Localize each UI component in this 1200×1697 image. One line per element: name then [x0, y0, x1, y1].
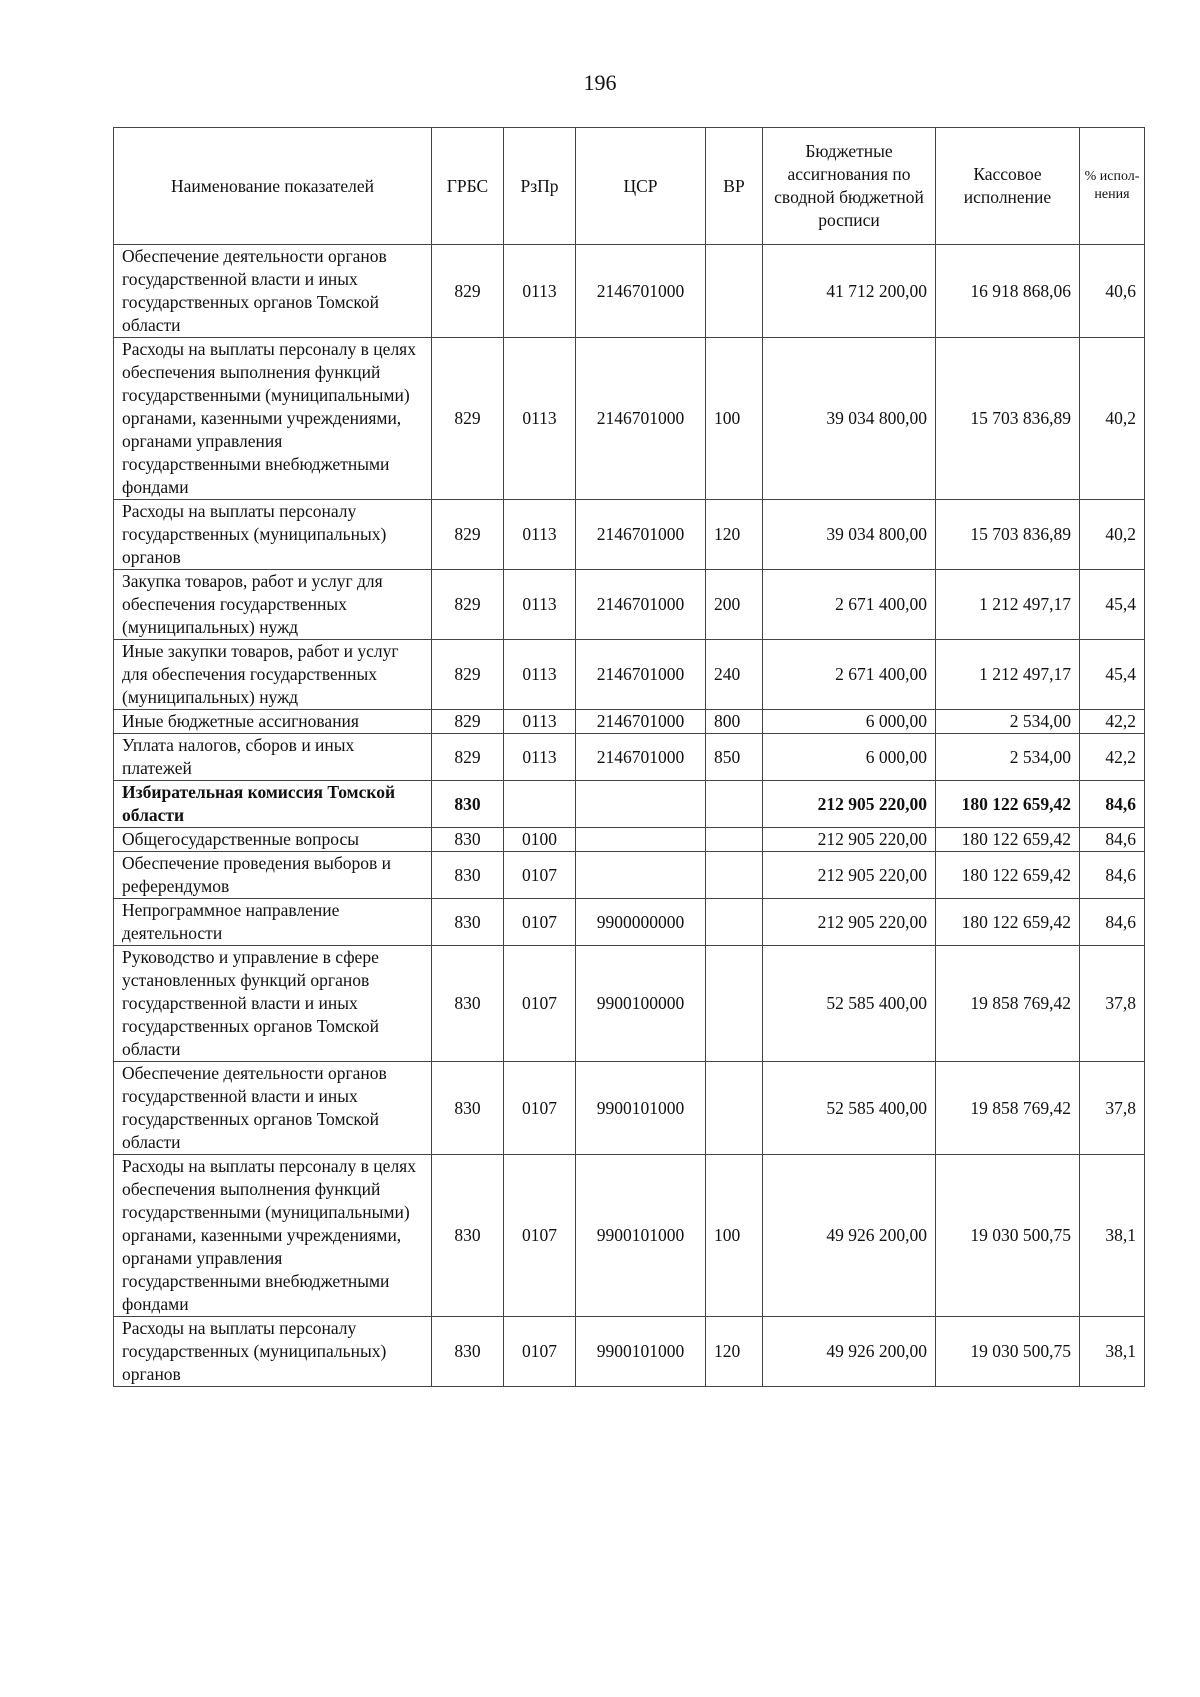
cell-rzpr: 0107 [504, 946, 576, 1062]
cell-assignments: 212 905 220,00 [763, 828, 936, 852]
cell-execution-percent: 42,2 [1080, 734, 1145, 781]
table-body [114, 245, 1145, 1387]
table-row [114, 852, 1145, 899]
cell-vr: 200 [706, 570, 763, 640]
cell-cash-execution: 16 918 868,06 [936, 245, 1080, 338]
cell-rzpr: 0107 [504, 1062, 576, 1155]
cell-grbs: 829 [432, 710, 504, 734]
cell-execution-percent: 40,2 [1080, 338, 1145, 500]
header-name: Наименование показателей [114, 128, 432, 245]
cell-execution-percent: 37,8 [1080, 1062, 1145, 1155]
cell-vr [706, 899, 763, 946]
cell-vr [706, 828, 763, 852]
cell-csr: 2146701000 [576, 570, 706, 640]
cell-vr: 800 [706, 710, 763, 734]
cell-execution-percent: 45,4 [1080, 570, 1145, 640]
cell-assignments: 49 926 200,00 [763, 1317, 936, 1387]
cell-execution-percent: 84,6 [1080, 781, 1145, 828]
cell-assignments: 49 926 200,00 [763, 1155, 936, 1317]
cell-execution-percent: 38,1 [1080, 1317, 1145, 1387]
cell-name: Расходы на выплаты персоналу в целях обеспечения выполнения функций государственными (муниципальными) органами, казенными учреждениями, органами управления государственными внебюджетными фондами [114, 1155, 432, 1317]
cell-grbs: 830 [432, 781, 504, 828]
cell-name: Расходы на выплаты персоналу государственных (муниципальных) органов [114, 1317, 432, 1387]
cell-execution-percent: 40,6 [1080, 245, 1145, 338]
cell-cash-execution: 180 122 659,42 [936, 828, 1080, 852]
cell-grbs: 830 [432, 899, 504, 946]
cell-vr: 850 [706, 734, 763, 781]
cell-vr: 240 [706, 640, 763, 710]
cell-name: Расходы на выплаты персоналу в целях обеспечения выполнения функций государственными (муниципальными) органами, казенными учреждениями, органами управления государственными внебюджетными фондами [114, 338, 432, 500]
cell-cash-execution: 180 122 659,42 [936, 852, 1080, 899]
cell-csr [576, 828, 706, 852]
cell-assignments: 6 000,00 [763, 710, 936, 734]
table-row [114, 338, 1145, 500]
header-rzpr: РзПр [504, 128, 576, 245]
cell-csr: 9900101000 [576, 1317, 706, 1387]
cell-execution-percent: 40,2 [1080, 500, 1145, 570]
cell-grbs: 830 [432, 1317, 504, 1387]
cell-rzpr: 0113 [504, 734, 576, 781]
cell-grbs: 829 [432, 734, 504, 781]
cell-assignments: 41 712 200,00 [763, 245, 936, 338]
cell-name: Уплата налогов, сборов и иных платежей [114, 734, 432, 781]
cell-cash-execution: 15 703 836,89 [936, 338, 1080, 500]
cell-rzpr: 0113 [504, 500, 576, 570]
cell-grbs: 829 [432, 500, 504, 570]
cell-name: Обеспечение проведения выборов и референдумов [114, 852, 432, 899]
cell-grbs: 830 [432, 852, 504, 899]
cell-cash-execution: 2 534,00 [936, 710, 1080, 734]
cell-rzpr: 0100 [504, 828, 576, 852]
table-row [114, 781, 1145, 828]
cell-rzpr: 0107 [504, 899, 576, 946]
table-row [114, 710, 1145, 734]
table-row [114, 245, 1145, 338]
table-row [114, 570, 1145, 640]
cell-name: Иные бюджетные ассигнования [114, 710, 432, 734]
cell-cash-execution: 19 858 769,42 [936, 1062, 1080, 1155]
cell-csr: 2146701000 [576, 710, 706, 734]
cell-csr: 2146701000 [576, 640, 706, 710]
cell-execution-percent: 45,4 [1080, 640, 1145, 710]
cell-csr [576, 781, 706, 828]
table-row [114, 946, 1145, 1062]
cell-cash-execution: 2 534,00 [936, 734, 1080, 781]
table-row [114, 1317, 1145, 1387]
header-cash-execution: Кассовое исполнение [936, 128, 1080, 245]
cell-name: Иные закупки товаров, работ и услуг для обеспечения государственных (муниципальных) нужд [114, 640, 432, 710]
page-number: 196 [583, 70, 617, 95]
cell-vr [706, 852, 763, 899]
cell-cash-execution: 19 030 500,75 [936, 1155, 1080, 1317]
cell-name: Непрограммное направление деятельности [114, 899, 432, 946]
table-header-row [114, 128, 1145, 245]
header-assignments: Бюджетные ассигнования по сводной бюджетной росписи [763, 128, 936, 245]
cell-grbs: 829 [432, 640, 504, 710]
table-row [114, 1062, 1145, 1155]
cell-grbs: 829 [432, 570, 504, 640]
table-row [114, 500, 1145, 570]
cell-vr: 120 [706, 500, 763, 570]
cell-name: Руководство и управление в сфере установленных функций органов государственной власти и иных государственных органов Томской области [114, 946, 432, 1062]
cell-rzpr: 0113 [504, 245, 576, 338]
cell-vr [706, 946, 763, 1062]
header-execution-percent: % испол-нения [1080, 128, 1145, 245]
cell-rzpr: 0107 [504, 1317, 576, 1387]
cell-cash-execution: 180 122 659,42 [936, 781, 1080, 828]
cell-rzpr: 0113 [504, 570, 576, 640]
cell-execution-percent: 84,6 [1080, 852, 1145, 899]
cell-vr: 120 [706, 1317, 763, 1387]
cell-name: Расходы на выплаты персоналу государственных (муниципальных) органов [114, 500, 432, 570]
cell-grbs: 830 [432, 828, 504, 852]
cell-cash-execution: 180 122 659,42 [936, 899, 1080, 946]
cell-grbs: 830 [432, 946, 504, 1062]
cell-cash-execution: 1 212 497,17 [936, 570, 1080, 640]
cell-grbs: 830 [432, 1062, 504, 1155]
cell-assignments: 6 000,00 [763, 734, 936, 781]
cell-rzpr: 0107 [504, 1155, 576, 1317]
cell-execution-percent: 84,6 [1080, 899, 1145, 946]
table-row [114, 1155, 1145, 1317]
cell-rzpr: 0113 [504, 710, 576, 734]
table-row [114, 640, 1145, 710]
cell-csr: 9900101000 [576, 1155, 706, 1317]
cell-rzpr [504, 781, 576, 828]
cell-name: Общегосударственные вопросы [114, 828, 432, 852]
cell-grbs: 830 [432, 1155, 504, 1317]
cell-assignments: 39 034 800,00 [763, 500, 936, 570]
cell-name: Закупка товаров, работ и услуг для обеспечения государственных (муниципальных) нужд [114, 570, 432, 640]
cell-name: Избирательная комиссия Томской области [114, 781, 432, 828]
cell-execution-percent: 38,1 [1080, 1155, 1145, 1317]
cell-csr: 9900101000 [576, 1062, 706, 1155]
cell-cash-execution: 15 703 836,89 [936, 500, 1080, 570]
cell-vr [706, 245, 763, 338]
cell-vr: 100 [706, 1155, 763, 1317]
cell-assignments: 39 034 800,00 [763, 338, 936, 500]
cell-grbs: 829 [432, 338, 504, 500]
cell-execution-percent: 37,8 [1080, 946, 1145, 1062]
cell-csr: 2146701000 [576, 338, 706, 500]
cell-assignments: 212 905 220,00 [763, 852, 936, 899]
cell-cash-execution: 19 858 769,42 [936, 946, 1080, 1062]
header-csr: ЦСР [576, 128, 706, 245]
cell-name: Обеспечение деятельности органов государственной власти и иных государственных органов Томской области [114, 245, 432, 338]
cell-csr: 2146701000 [576, 734, 706, 781]
cell-assignments: 2 671 400,00 [763, 570, 936, 640]
cell-vr: 100 [706, 338, 763, 500]
budget-table [113, 127, 1145, 1387]
cell-csr [576, 852, 706, 899]
cell-csr: 9900000000 [576, 899, 706, 946]
cell-grbs: 829 [432, 245, 504, 338]
cell-vr [706, 781, 763, 828]
header-vr: ВР [706, 128, 763, 245]
cell-csr: 9900100000 [576, 946, 706, 1062]
cell-execution-percent: 42,2 [1080, 710, 1145, 734]
header-grbs: ГРБС [432, 128, 504, 245]
table-row [114, 899, 1145, 946]
cell-assignments: 52 585 400,00 [763, 946, 936, 1062]
cell-cash-execution: 1 212 497,17 [936, 640, 1080, 710]
cell-assignments: 2 671 400,00 [763, 640, 936, 710]
cell-rzpr: 0113 [504, 338, 576, 500]
cell-cash-execution: 19 030 500,75 [936, 1317, 1080, 1387]
cell-rzpr: 0107 [504, 852, 576, 899]
cell-assignments: 52 585 400,00 [763, 1062, 936, 1155]
cell-assignments: 212 905 220,00 [763, 899, 936, 946]
cell-csr: 2146701000 [576, 500, 706, 570]
table-row [114, 734, 1145, 781]
table-row [114, 828, 1145, 852]
cell-rzpr: 0113 [504, 640, 576, 710]
cell-name: Обеспечение деятельности органов государственной власти и иных государственных органов Томской области [114, 1062, 432, 1155]
cell-csr: 2146701000 [576, 245, 706, 338]
cell-vr [706, 1062, 763, 1155]
cell-execution-percent: 84,6 [1080, 828, 1145, 852]
cell-assignments: 212 905 220,00 [763, 781, 936, 828]
